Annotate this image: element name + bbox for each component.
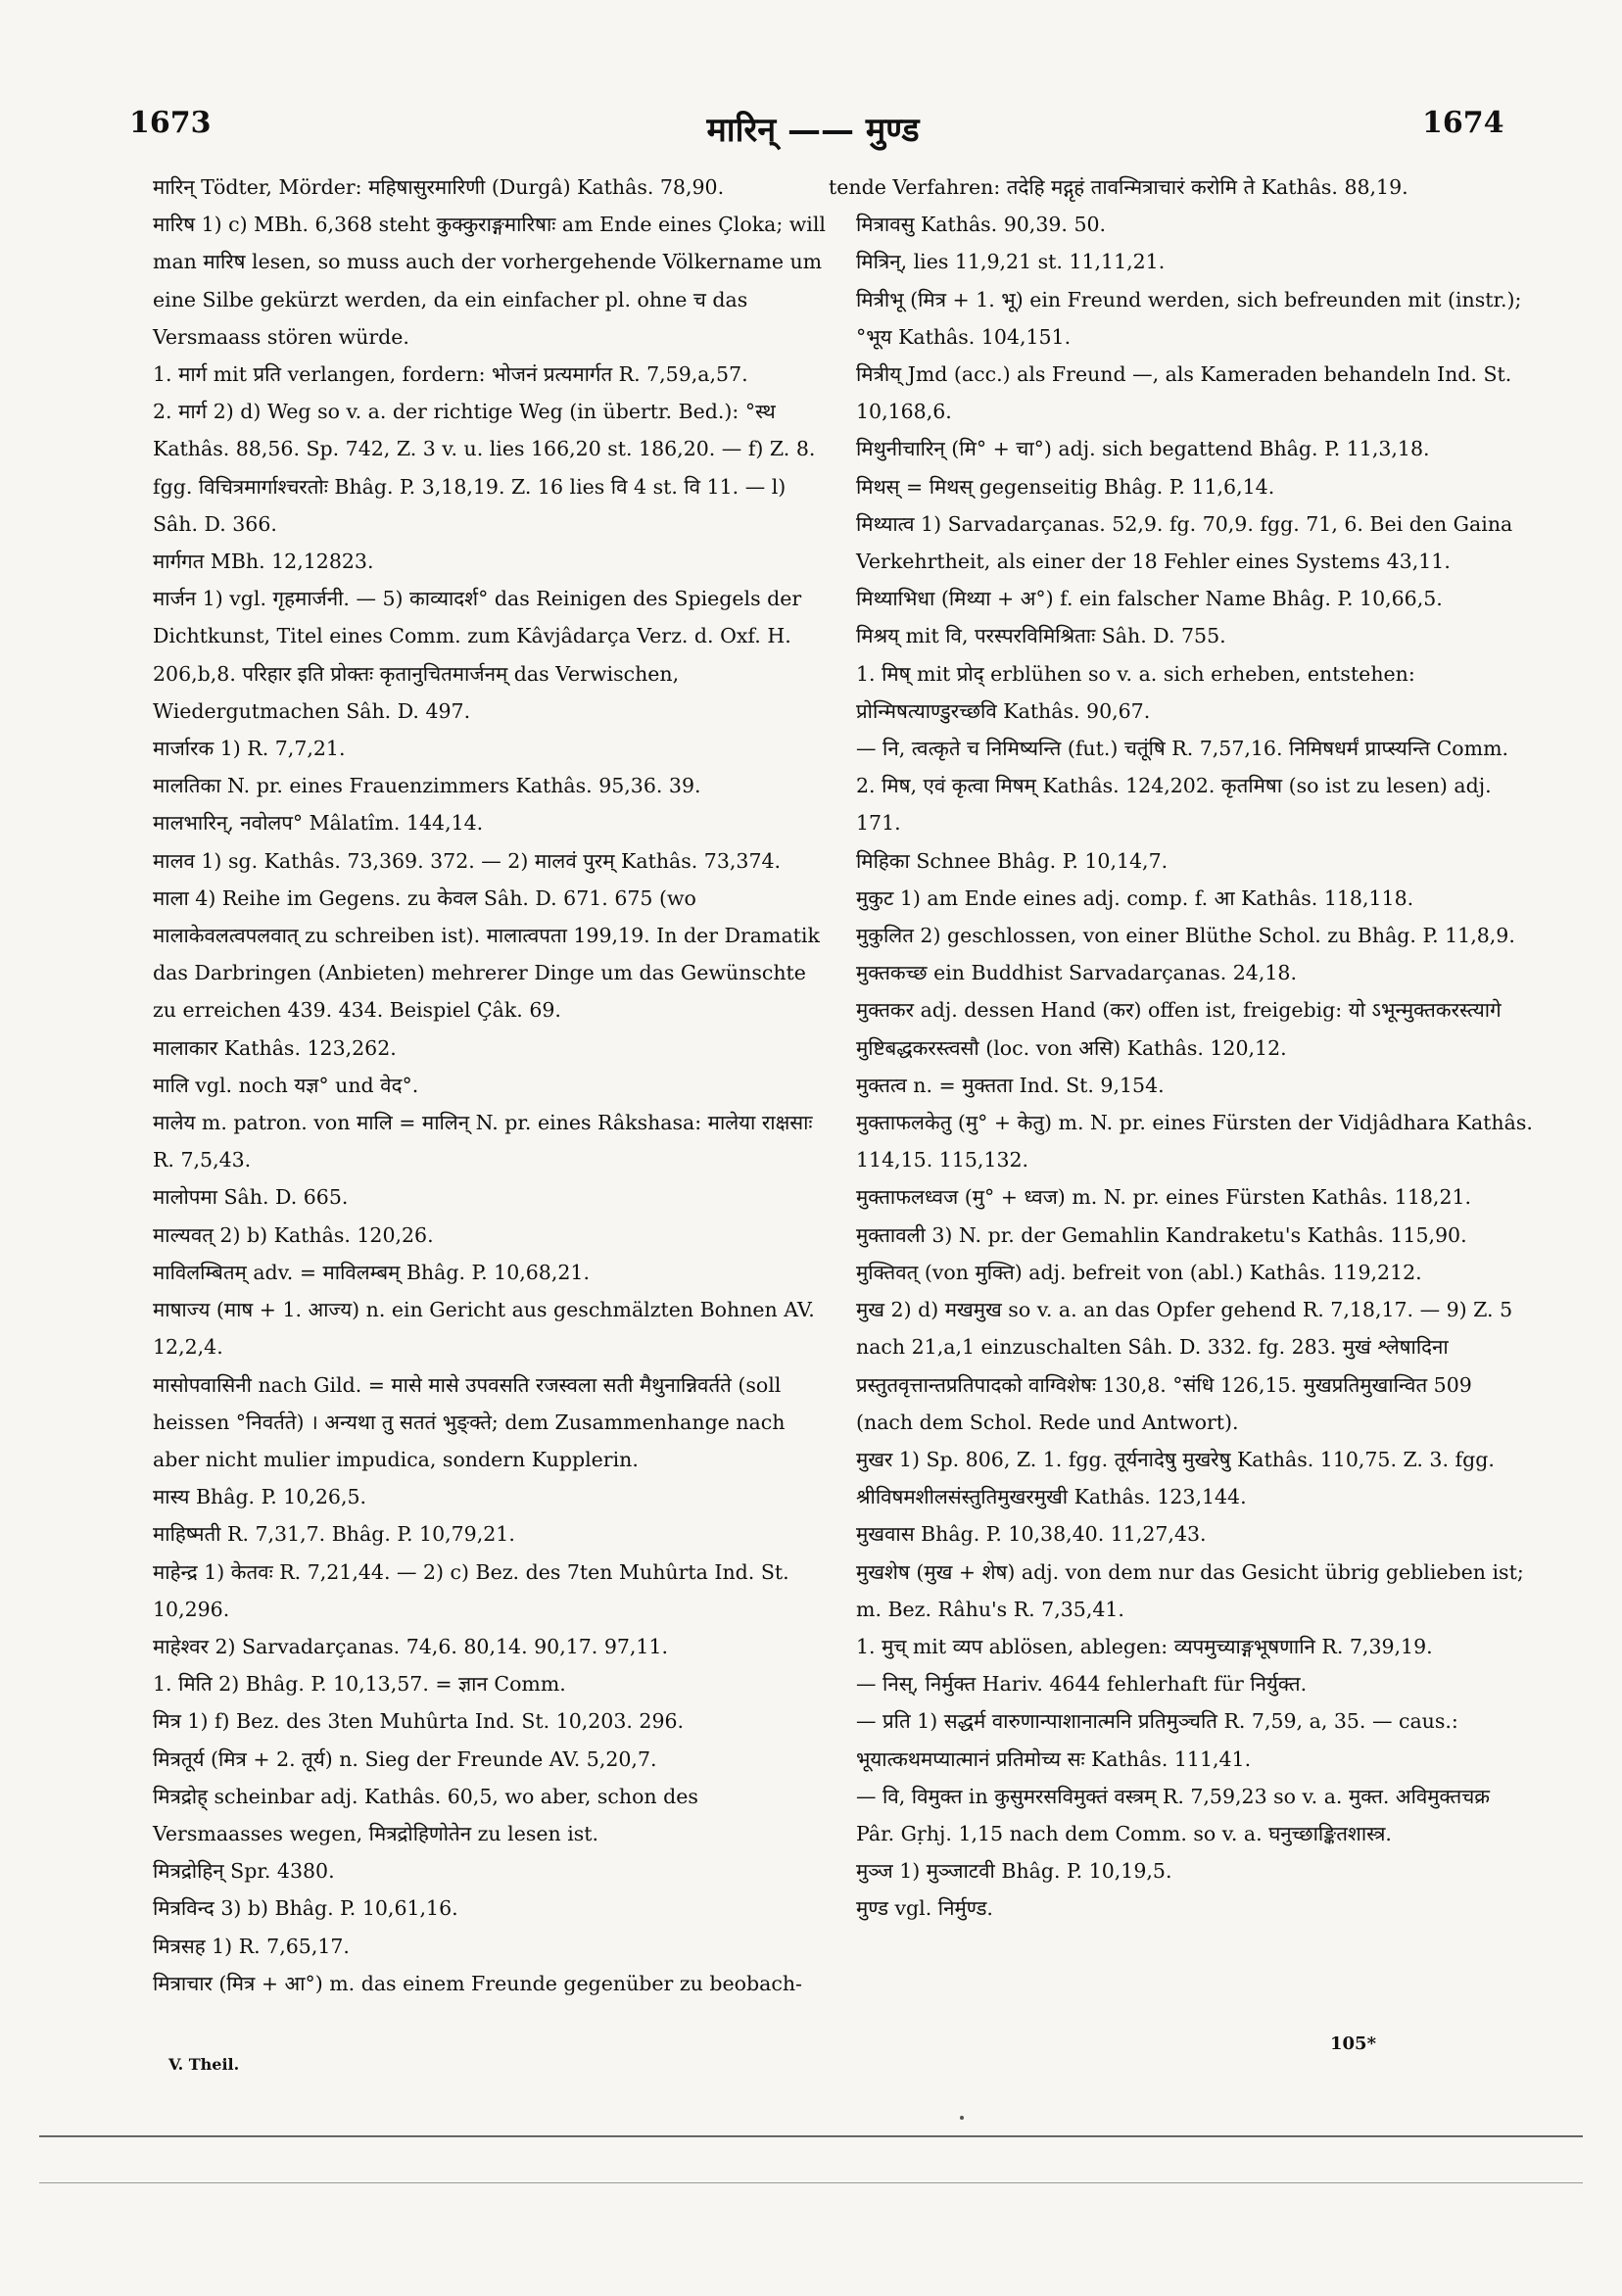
- dictionary-entry: 1. मुच् mit व्यप ablösen, ablegen: व्यपमुच्याङ्गभूषणानि R. 7,39,19.: [856, 1634, 1433, 1658]
- dictionary-entry: मिथस् = मिथस् gegenseitig Bhâg. P. 11,6,14.: [856, 474, 1275, 499]
- dictionary-entry: मालोपमा Sâh. D. 665.: [153, 1185, 349, 1210]
- dictionary-entry: माषाज्य (माष + 1. आज्य) n. ein Gericht aus geschmälzten Bohnen AV. 12,2,4.: [153, 1298, 815, 1360]
- dictionary-entry: माला 4) Reihe im Gegens. zu केवल Sâh. D. 671. 675 (wo मालाकेवलत्वपलवात् zu schreiben ist). मालात्वपता 199,19. In der Dramatik das Darbringen (Anbieten) mehrerer Dinge um das Gewünschte zu erreichen 439. 434. Beispiel Çâk. 69.: [153, 885, 820, 1023]
- bottom-rule-secondary: [39, 2182, 1583, 2183]
- dictionary-entry: 1. मार्ग mit प्रति verlangen, fordern: भोजनं प्रत्यमार्गत R. 7,59,a,57.: [153, 362, 748, 387]
- dictionary-entry: 1. मिष् mit प्रोद् erblühen so v. a. sich erheben, entstehen: प्रोन्मिषत्याण्डुरच्छवि Kathâs. 90,67.: [856, 661, 1415, 723]
- dictionary-entry: मित्र 1) f) Bez. des 3ten Muhûrta Ind. St. 10,203. 296.: [153, 1709, 685, 1734]
- dictionary-entry: माल्यवत् 2) b) Kathâs. 120,26.: [153, 1222, 434, 1247]
- dictionary-entry: मार्गगत MBh. 12,12823.: [153, 550, 374, 574]
- dictionary-entry: — वि, विमुक्त in कुसुमरसविमुक्तं वस्त्रम् R. 7,59,23 so v. a. मुक्त. अविमुक्तचक्र Pâr. Gṛhj. 1,15 nach dem Comm. so v. a. घनुच्छाङ्कितशास्त्र.: [856, 1784, 1490, 1845]
- dictionary-entry: मुखशेष (मुख + शेष) adj. von dem nur das Gesicht übrig geblieben ist; m. Bez. Râhu's R. 7,35,41.: [856, 1559, 1524, 1621]
- dictionary-entry: मुक्तत्व n. = मुक्तता Ind. St. 9,154.: [856, 1073, 1165, 1097]
- dictionary-entry: मारिष 1) c) MBh. 6,368 steht कुक्कुराङ्गमारिषाः am Ende eines Çloka; will man मारिष lesen, so muss auch der vorhergehende Völkername um eine Silbe gekürzt werden, da ein einfacher pl. ohne च das Versmaass stören würde.: [153, 213, 826, 349]
- dictionary-entry: मित्रसह 1) R. 7,65,17.: [153, 1934, 350, 1958]
- left-column: [125, 168, 831, 2002]
- dictionary-entry: मित्राचार (मित्र + आ°) m. das einem Freunde gegenüber zu beobach-: [153, 1971, 802, 1995]
- dictionary-entry: मित्रीय् Jmd (acc.) als Freund —, als Kameraden behandeln Ind. St. 10,168,6.: [856, 362, 1512, 424]
- dictionary-entry: मुक्तकच्छ ein Buddhist Sarvadarçanas. 24,18.: [856, 961, 1297, 985]
- dictionary-entry: मित्रावसु Kathâs. 90,39. 50.: [856, 213, 1107, 237]
- dictionary-entry: मुखर 1) Sp. 806, Z. 1. fgg. तूर्यनादेषु मुखरेषु Kathâs. 110,75. Z. 3. fgg. श्रीविषमशीलसंस्तुतिमुखरमुखी Kathâs. 123,144.: [856, 1447, 1495, 1509]
- dictionary-entry: माहेश्वर 2) Sarvadarçanas. 74,6. 80,14. 90,17. 97,11.: [153, 1634, 669, 1658]
- dictionary-entry: मिश्रय् mit वि, परस्परविमिश्रिताः Sâh. D. 755.: [856, 624, 1226, 648]
- dictionary-entry: मास्य Bhâg. P. 10,26,5.: [153, 1485, 367, 1509]
- dictionary-entry: मालाकार Kathâs. 123,262.: [153, 1035, 397, 1060]
- dictionary-entry: — निस्, निर्मुक्त Hariv. 4644 fehlerhaft für निर्युक्त.: [856, 1672, 1308, 1697]
- dictionary-entry: मालव 1) sg. Kathâs. 73,369. 372. — 2) मालवं पुरम् Kathâs. 73,374.: [153, 848, 782, 873]
- dictionary-entry: — प्रति 1) सद्धर्म वारुणान्पाशानात्मनि प्रतिमुञ्चति R. 7,59, a, 35. — caus.: भूयात्कथमप्यात्मानं प्रतिमोच्य सः Kathâs. 111,41.: [856, 1709, 1458, 1771]
- dictionary-entry: 2. मार्ग 2) d) Weg so v. a. der richtige Weg (in übertr. Bed.): °स्थ Kathâs. 88,56. Sp. 742, Z. 3 v. u. lies 166,20 st. 186,20. — f) Z. 8. fgg. विचित्रमार्गाश्चरतोः Bhâg. P. 3,18,19. Z. 16 lies वि 4 st. वि 11. — l) Sâh. D. 366.: [153, 400, 816, 536]
- dictionary-entry: मित्रद्रोहिन् Spr. 4380.: [153, 1859, 335, 1884]
- signature-mark: 105*: [1330, 2033, 1376, 2054]
- right-page-number: 1674: [1422, 106, 1504, 140]
- dictionary-entry: मुकुलित 2) geschlossen, von einer Blüthe Schol. zu Bhâg. P. 11,8,9.: [856, 924, 1515, 948]
- dictionary-entry: मुण्ड vgl. निर्मुण्ड.: [856, 1896, 993, 1921]
- speck-mark: [960, 2116, 964, 2120]
- dictionary-entry: मालतिका N. pr. eines Frauenzimmers Kathâs. 95,36. 39.: [153, 774, 701, 798]
- dictionary-entry: मारिन् Tödter, Mörder: महिषासुरमारिणी (Durgâ) Kathâs. 78,90.: [153, 175, 725, 199]
- dictionary-entry: मालि vgl. noch यज्ञ° und वेद°.: [153, 1073, 419, 1097]
- dictionary-entry: मार्जन 1) vgl. गृहमार्जनी. — 5) काव्यादर्श° das Reinigen des Spiegels der Dichtkunst, Titel eines Comm. zum Kâvjâdarça Verz. d. Oxf. H. 206,b,8. परिहार इति प्रोक्तः कृतानुचितमार्जनम् das Verwischen, Wiedergutmachen Sâh. D. 497.: [153, 587, 802, 723]
- dictionary-entry: मालभारिन्, नवोलप° Mâlatîm. 144,14.: [153, 811, 484, 836]
- dictionary-entry: मिहिका Schnee Bhâg. P. 10,14,7.: [856, 848, 1169, 873]
- left-page-number: 1673: [129, 106, 212, 140]
- dictionary-entry: मुक्तिवत् (von मुक्ति) adj. befreit von (abl.) Kathâs. 119,212.: [856, 1260, 1422, 1284]
- dictionary-entry: मित्रद्रोह् scheinbar adj. Kathâs. 60,5, wo aber, schon des Versmaasses wegen, मित्रद्रोहिणोतेन zu lesen ist.: [153, 1784, 698, 1845]
- dictionary-entry: मित्रीभू (मित्र + 1. भू) ein Freund werden, sich befreunden mit (instr.); °भूय Kathâs. 104,151.: [856, 287, 1522, 349]
- right-column: [829, 168, 1534, 1928]
- dictionary-entry: माहिष्मती R. 7,31,7. Bhâg. P. 10,79,21.: [153, 1522, 515, 1547]
- bottom-rule: [39, 2135, 1583, 2137]
- dictionary-entry: मुकुट 1) am Ende eines adj. comp. f. आ Kathâs. 118,118.: [856, 885, 1414, 910]
- dictionary-entry: — नि, त्वत्कृते च निमिष्यन्ति (fut.) चतूंषि R. 7,57,16. निमिषधर्मं प्राप्स्यन्ति Comm.: [856, 737, 1509, 761]
- dictionary-entry: 1. मिति 2) Bhâg. P. 10,13,57. = ज्ञान Comm.: [153, 1672, 566, 1697]
- dictionary-entry: मिथ्याभिधा (मिथ्या + अ°) f. ein falscher Name Bhâg. P. 10,66,5.: [856, 587, 1443, 611]
- dictionary-entry: मालेय m. patron. von मालि = मालिन् N. pr. eines Râkshasa: मालेया राक्षसाः R. 7,5,43.: [153, 1111, 813, 1172]
- dictionary-entry: मुक्तावली 3) N. pr. der Gemahlin Kandraketu's Kathâs. 115,90.: [856, 1222, 1467, 1247]
- page-title: मारिन् —— मुण्ड: [706, 111, 920, 150]
- dictionary-entry: मुक्ताफलकेतु (मु° + केतु) m. N. pr. eines Fürsten der Vidjâdhara Kathâs. 114,15. 115,132.: [856, 1111, 1533, 1172]
- dictionary-entry: मुञ्ज 1) मुञ्जाटवी Bhâg. P. 10,19,5.: [856, 1859, 1172, 1884]
- dictionary-entry: मिथ्यात्व 1) Sarvadarçanas. 52,9. fg. 70,9. fgg. 71, 6. Bei den Gaina Verkehrtheit, als einer der 18 Fehler eines Systems 43,11.: [856, 511, 1513, 574]
- dictionary-entry: मित्रविन्द 3) b) Bhâg. P. 10,61,16.: [153, 1896, 458, 1921]
- dictionary-entry: माविलम्बितम् adv. = माविलम्बम् Bhâg. P. 10,68,21.: [153, 1260, 590, 1284]
- dictionary-entry: मुक्तकर adj. dessen Hand (कर) offen ist, freigebig: यो ऽभून्मुक्तकरस्त्यागे मुष्टिबद्धकरस्त्वसौ (loc. von असि) Kathâs. 120,12.: [856, 998, 1502, 1060]
- dictionary-entry: मित्रतूर्य (मित्र + 2. तूर्य) n. Sieg der Freunde AV. 5,20,7.: [153, 1746, 657, 1771]
- dictionary-entry: मुक्ताफलध्वज (मु° + ध्वज) m. N. pr. eines Fürsten Kathâs. 118,21.: [856, 1185, 1472, 1210]
- volume-note: V. Theil.: [168, 2055, 240, 2074]
- dictionary-entry: मासोपवासिनी nach Gild. = मासे मासे उपवसति रजस्वला सती मैथुनान्निवर्तते (soll heissen °निवर्तते) । अन्यथा तु सततं भुङ्क्ते; dem Zusammenhange nach aber nicht mulier impudica, sondern Kupplerin.: [153, 1372, 786, 1471]
- dictionary-entry: tende Verfahren: तदेहि मद्गृहं तावन्मित्राचारं करोमि ते Kathâs. 88,19.: [829, 175, 1408, 199]
- dictionary-entry: माहेन्द्र 1) केतवः R. 7,21,44. — 2) c) Bez. des 7ten Muhûrta Ind. St. 10,296.: [153, 1559, 789, 1621]
- dictionary-entry: मार्जारक 1) R. 7,7,21.: [153, 737, 346, 761]
- dictionary-entry: मिथुनीचारिन् (मि° + चा°) adj. sich begattend Bhâg. P. 11,3,18.: [856, 437, 1430, 461]
- dictionary-entry: 2. मिष, एवं कृत्वा मिषम् Kathâs. 124,202. कृतमिषा (so ist zu lesen) adj. 171.: [856, 774, 1492, 836]
- dictionary-entry: मुखवास Bhâg. P. 10,38,40. 11,27,43.: [856, 1522, 1207, 1547]
- dictionary-entry: मित्रिन्, lies 11,9,21 st. 11,11,21.: [856, 250, 1166, 274]
- dictionary-entry: मुख 2) d) मखमुख so v. a. an das Opfer gehend R. 7,18,17. — 9) Z. 5 nach 21,a,1 einzuschalten Sâh. D. 332. fg. 283. मुखं श्लेषादिना प्रस्तुतवृत्तान्तप्रतिपादको वाग्विशेषः 130,8. °संधि 126,15. मुखप्रतिमुखान्वित 509 (nach dem Schol. Rede und Antwort).: [856, 1298, 1513, 1434]
